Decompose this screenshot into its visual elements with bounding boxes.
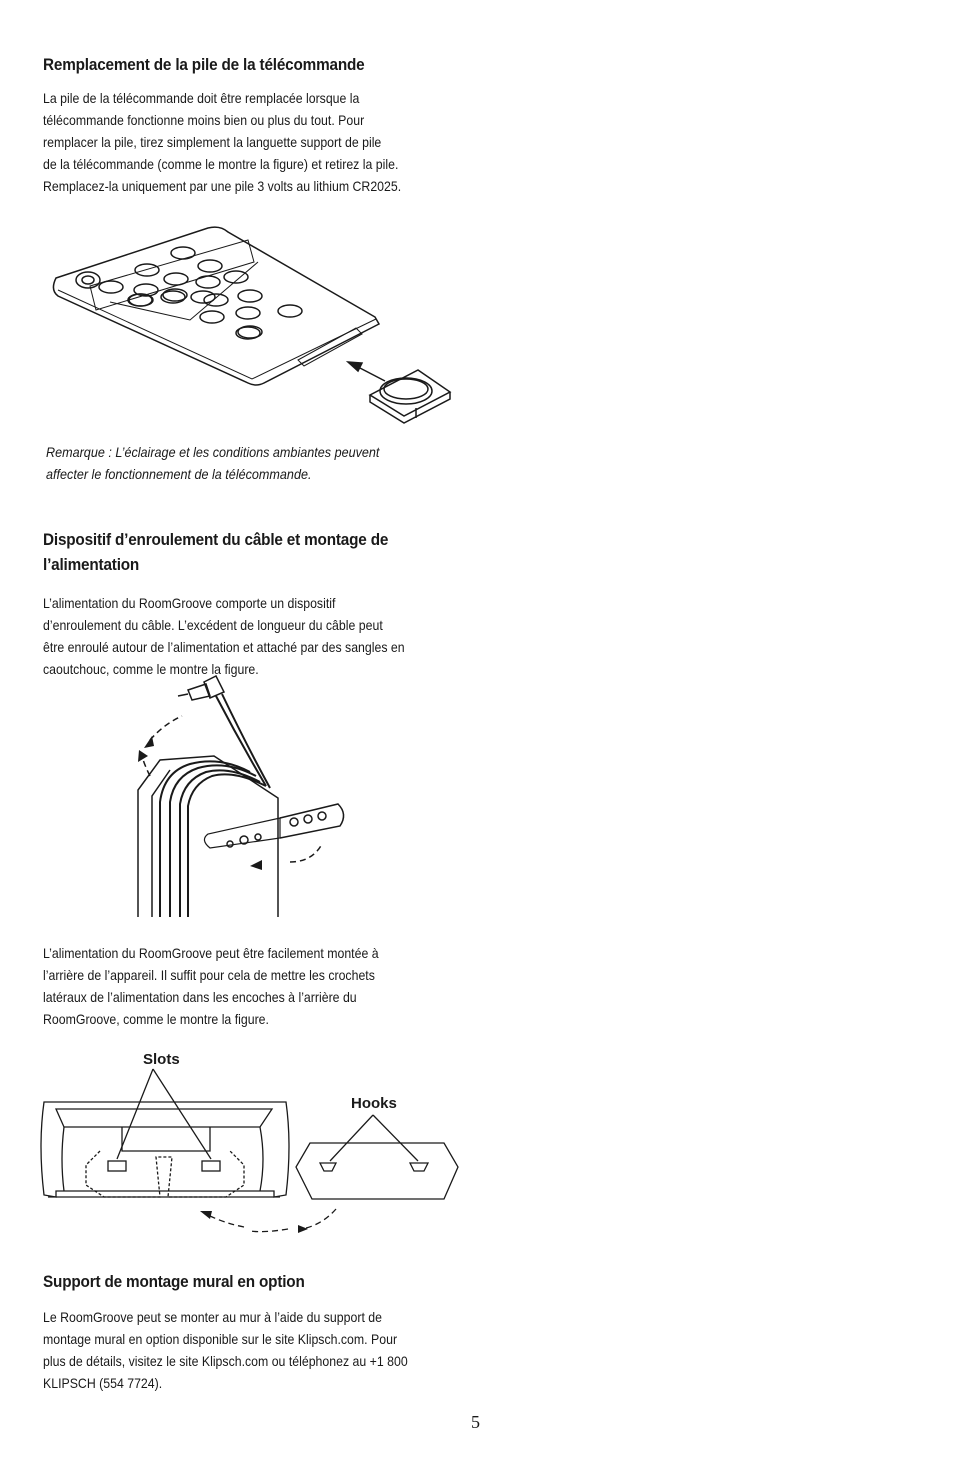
label-slots: Slots (143, 1051, 180, 1068)
text-line: L’alimentation du RoomGroove peut être facilement montée à (43, 945, 379, 961)
text-line: de la télécommande (comme le montre la figure) et retirez la pile. (43, 156, 399, 172)
paragraph-cable-wrap (43, 592, 405, 680)
text-line: Le RoomGroove peut se monter au mur à l’aide du support de (43, 1309, 382, 1325)
text-line: Remplacez-la uniquement par une pile 3 volts au lithium CR2025. (43, 178, 402, 194)
text-line: remplacer la pile, tirez simplement la languette support de pile (43, 134, 382, 150)
slots-hooks-illustration (40, 1045, 470, 1240)
text-line: KLIPSCH (554 7724). (43, 1375, 163, 1391)
text-line: La pile de la télécommande doit être remplacée lorsque la (43, 90, 360, 106)
paragraph-wall-mount (43, 1306, 408, 1394)
text-line: être enroulé autour de l’alimentation et attaché par des sangles en (43, 639, 405, 655)
paragraph-mounting (43, 942, 379, 1030)
note-line: affecter le fonctionnement de la télécommande. (46, 466, 312, 482)
section-heading-cable-wrap (43, 527, 388, 577)
remote-battery-illustration (40, 220, 470, 425)
text-line: d’enroulement du câble. L’excédent de longueur du câble peut (43, 617, 383, 633)
section-heading-battery: Remplacement de la pile de la télécommande (43, 55, 365, 74)
note-line: Remarque : L’éclairage et les conditions ambiantes peuvent (46, 444, 380, 460)
cable-wrap-illustration (130, 672, 360, 922)
text-line: l’arrière de l’appareil. Il suffit pour cela de mettre les crochets (43, 967, 375, 983)
heading-line: l’alimentation (43, 555, 140, 574)
paragraph-battery (43, 87, 401, 197)
text-line: plus de détails, visitez le site Klipsch.com ou téléphonez au +1 800 (43, 1353, 408, 1369)
section-heading-wall-mount: Support de montage mural en option (43, 1272, 305, 1291)
text-line: latéraux de l’alimentation dans les encoches à l’arrière du (43, 989, 357, 1005)
remark-note (46, 441, 379, 485)
heading-line: Dispositif d’enroulement du câble et montage de (43, 530, 389, 549)
label-hooks: Hooks (351, 1095, 397, 1112)
page-number: 5 (471, 1412, 480, 1432)
text-line: télécommande fonctionne moins bien ou plus du tout. Pour (43, 112, 365, 128)
text-line: RoomGroove, comme le montre la figure. (43, 1011, 269, 1027)
text-line: montage mural en option disponible sur le site Klipsch.com. Pour (43, 1331, 398, 1347)
text-line: L’alimentation du RoomGroove comporte un dispositif (43, 595, 336, 611)
text-line: caoutchouc, comme le montre la figure. (43, 661, 259, 677)
